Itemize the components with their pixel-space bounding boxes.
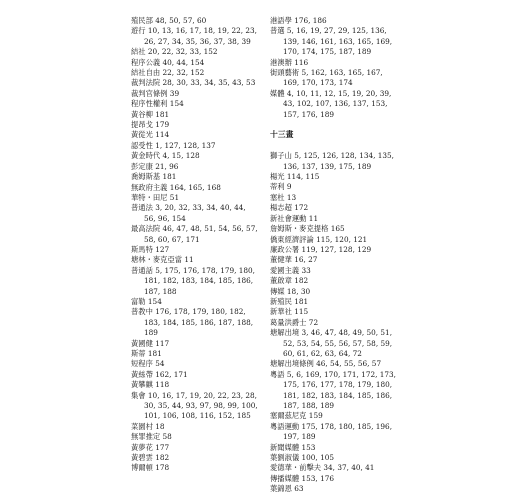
index-entry: 黃谷柳 181 (131, 109, 170, 119)
index-entry: 媒體 4, 10, 11, 12, 15, 19, 20, 39, 43, 102, 107, 136, 137, 153, 157, 176, 189 (270, 88, 392, 119)
index-entry: 廉政公署 119, 127, 128, 129 (270, 244, 372, 254)
index-entry: 詹姆斯・麥克提格 165 (270, 224, 345, 234)
index-entry: 街頭藝術 5, 162, 163, 165, 167, 169, 170, 173, 174 (270, 68, 383, 88)
index-entry: 港澳辦 116 (270, 57, 309, 67)
index-entry: 黃絲帶 162, 171 (131, 369, 188, 379)
index-entry: 塞爾茲尼克 159 (270, 411, 323, 421)
index-entry: 殖民部 48, 50, 57, 60 (131, 16, 207, 25)
index-entry: 黃夢花 177 (131, 442, 170, 452)
index-entry: 集會 10, 16, 17, 19, 20, 22, 23, 28, 30, 35, 44, 93, 97, 98, 99, 100, 101, 106, 108, 116, 152, 185 (131, 390, 258, 421)
index-entry: 粵語運動 175, 178, 180, 185, 196, 197, 189 (270, 421, 393, 442)
index-entry: 認受性 1, 127, 128, 137 (131, 140, 216, 150)
index-entry: 新華社 115 (270, 307, 309, 317)
index-entry: 裁判官條例 39 (131, 88, 180, 98)
index-entry: 喬姆斯基 181 (131, 172, 177, 182)
index-entry: 蒂利 9 (270, 182, 292, 192)
index-entry: 楊光 114, 115 (270, 172, 320, 182)
index-entry: 斯蒂 181 (131, 349, 162, 358)
index-entry: 愛國主義 33 (270, 265, 311, 275)
index-entry: 塞杜 13 (270, 192, 297, 202)
index-entry: 獅子山 5, 125, 126, 128, 134, 135, 136, 137, 139, 175, 189 (270, 151, 395, 171)
index-entry: 最高法院 46, 47, 48, 51, 54, 56, 57, 58, 60, 67, 171 (131, 224, 258, 244)
index-entry: 無政府主義 164, 165, 168 (131, 182, 221, 192)
index-entry: 普通法 3, 20, 32, 33, 34, 40, 44, 56, 96, 154 (131, 203, 246, 223)
index-entry: 彭定康 21, 96 (131, 161, 179, 171)
index-entry: 裁判法院 28, 30, 33, 34, 35, 43, 53 (131, 78, 256, 88)
index-entry: 新聞媒體 153 (270, 442, 316, 452)
index-entry: 董啟章 182 (270, 276, 309, 286)
index-entry: 程序公義 40, 44, 154 (131, 57, 205, 67)
index-entry: 程序性權利 154 (131, 99, 184, 109)
index-entry: 董健華 16, 27 (270, 255, 318, 265)
index-entry: 富勒 154 (131, 296, 162, 306)
index-column-left (131, 16, 259, 474)
index-entry: 傳播媒體 153, 176 (270, 473, 335, 483)
index-entry: 新殖民 181 (270, 296, 309, 306)
index-entry: 塘林・麥克亞當 11 (131, 255, 194, 265)
index-entry: 楊志超 172 (270, 203, 309, 213)
index-entry: 菜園村 18 (131, 421, 165, 431)
index-entry: 普通話 5, 175, 176, 178, 179, 180, 181, 182, 183, 184, 185, 186, 187, 188 (131, 265, 256, 296)
index-entry: 新社會運動 11 (270, 213, 319, 223)
index-entry: 無罪推定 58 (131, 432, 172, 442)
index-entry: 黃國健 117 (131, 338, 170, 348)
section-heading: 十三畫 (270, 130, 294, 140)
index-entry: 僑東經濟評論 115, 120, 121 (270, 234, 368, 244)
index-entry: 普選 5, 16, 19, 27, 29, 125, 136, 139, 146, 161, 163, 165, 169, 170, 174, 175, 187, 189 (270, 26, 393, 57)
index-entry: 結社自由 22, 32, 152 (131, 68, 205, 78)
index-entry: 博爾頓 178 (131, 463, 170, 473)
index-entry: 塘解出境條例 46, 54, 55, 56, 57 (270, 359, 382, 369)
index-entry: 短程序 54 (131, 359, 165, 369)
index-entry: 葉劉淑儀 100, 105 (270, 453, 335, 463)
index-entry: 黃攀麒 118 (131, 380, 170, 390)
index-entry: 提昂戈 179 (131, 120, 170, 130)
index-entry: 黃從光 114 (131, 130, 170, 140)
index-entry: 遊行 10, 13, 16, 17, 18, 19, 22, 23, 26, 27, 34, 35, 36, 37, 38, 39 (131, 26, 257, 46)
index-entry: 葉錦恩 63 (270, 484, 304, 494)
index-entry: 塘解出境 3, 46, 47, 48, 49, 50, 51, 52, 53, 54, 55, 56, 57, 58, 59, 60, 61, 62, 63, 64, 72 (270, 328, 393, 358)
index-entry: 港語學 176, 186 (270, 16, 327, 25)
index-entry: 黃金時代 4, 15, 128 (131, 151, 200, 161)
index-entry: 斯馬特 127 (131, 244, 170, 254)
index-entry: 普教中 176, 178, 179, 180, 182, 183, 184, 185, 186, 187, 188, 189 (131, 307, 254, 338)
index-entry: 結社 20, 22, 32, 33, 152 (131, 47, 218, 57)
index-entry: 華特・田尼 51 (131, 192, 180, 202)
index-entry: 愛德華・前擊夫 34, 37, 40, 41 (270, 463, 375, 473)
index-column-right (270, 16, 398, 495)
index-entry: 葛量洪爵士 72 (270, 317, 319, 327)
index-entry: 粵語 5, 6, 169, 170, 171, 172, 173, 175, 176, 177, 178, 179, 180, 181, 182, 183, 184, 185, 186, 187, 188, 189 (270, 369, 396, 410)
index-entry: 傳媒 18, 30 (270, 286, 311, 296)
index-entry: 黃碧雲 182 (131, 453, 170, 463)
